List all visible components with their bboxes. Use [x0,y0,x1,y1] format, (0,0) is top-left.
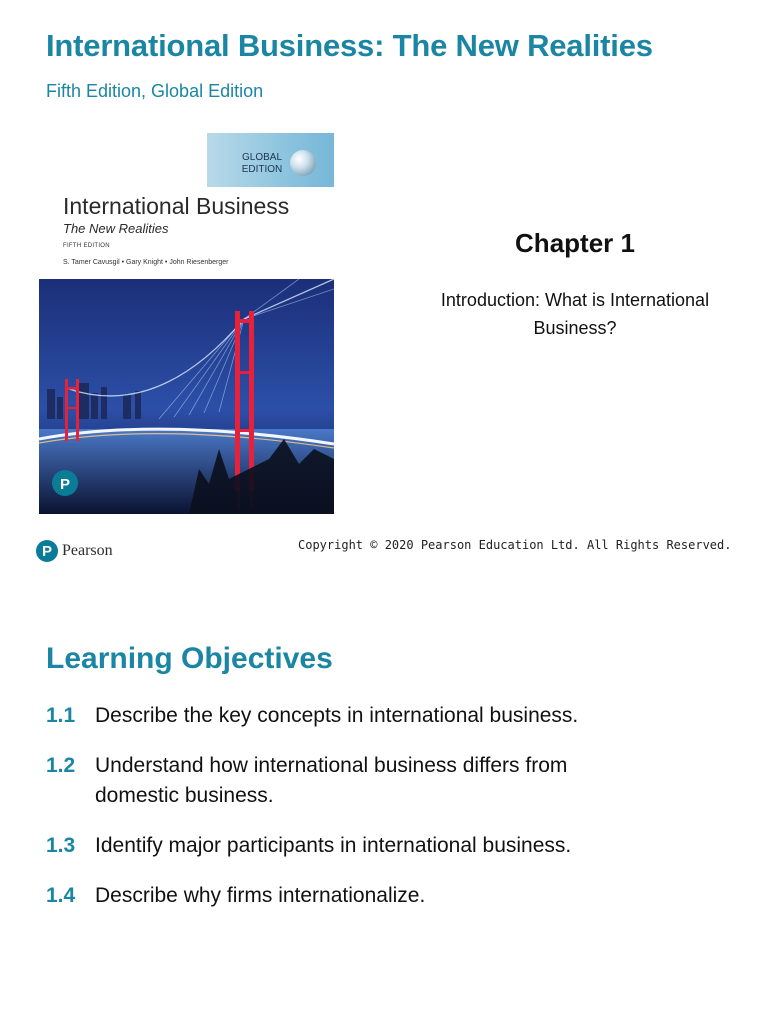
cover-edition: FIFTH EDITION [63,243,110,249]
objective-text: Describe the key concepts in international business. [95,704,579,727]
chapter-title: Chapter 1 [515,228,635,258]
objective-text: Understand how international business differs from domestic business. [95,754,568,807]
book-cover [39,133,334,514]
pearson-logo [36,540,113,562]
objective-item [46,751,640,811]
objective-number: 1.1 [46,704,76,727]
cover-subtitle: The New Realities [63,221,169,236]
objective-text: Describe why firms internationalize. [95,884,426,907]
objective-item [46,881,715,911]
page-title: International Business: The New Realities [46,28,653,63]
page-subtitle: Fifth Edition, Global Edition [46,81,264,101]
objective-item [46,831,715,861]
objective-number: 1.4 [46,884,76,907]
bridge-illustration [39,279,334,514]
pearson-wordmark: Pearson [62,542,113,559]
cover-header [39,133,334,279]
cover-authors: S. Tamer Cavusgil • Gary Knight • John Riesenberger [63,259,229,266]
bridge-photo [39,279,334,514]
cover-title: International Business [63,193,290,219]
pearson-p-icon: P [36,540,58,562]
learning-objectives-heading: Learning Objectives [46,642,333,675]
objective-text: Identify major participants in international business. [95,834,572,857]
objective-number: 1.2 [46,754,76,777]
objective-item [46,701,715,731]
chapter-subtitle: Introduction: What is International Business? [440,290,710,338]
global-edition-badge [207,133,334,187]
copyright-notice: Copyright © 2020 Pearson Education Ltd. All Rights Reserved. [298,538,732,552]
globe-icon [290,150,316,176]
objective-number: 1.3 [46,834,76,857]
pearson-cover-logo-letter: P [59,476,71,493]
global-edition-label: GLOBAL EDITION [241,152,283,175]
